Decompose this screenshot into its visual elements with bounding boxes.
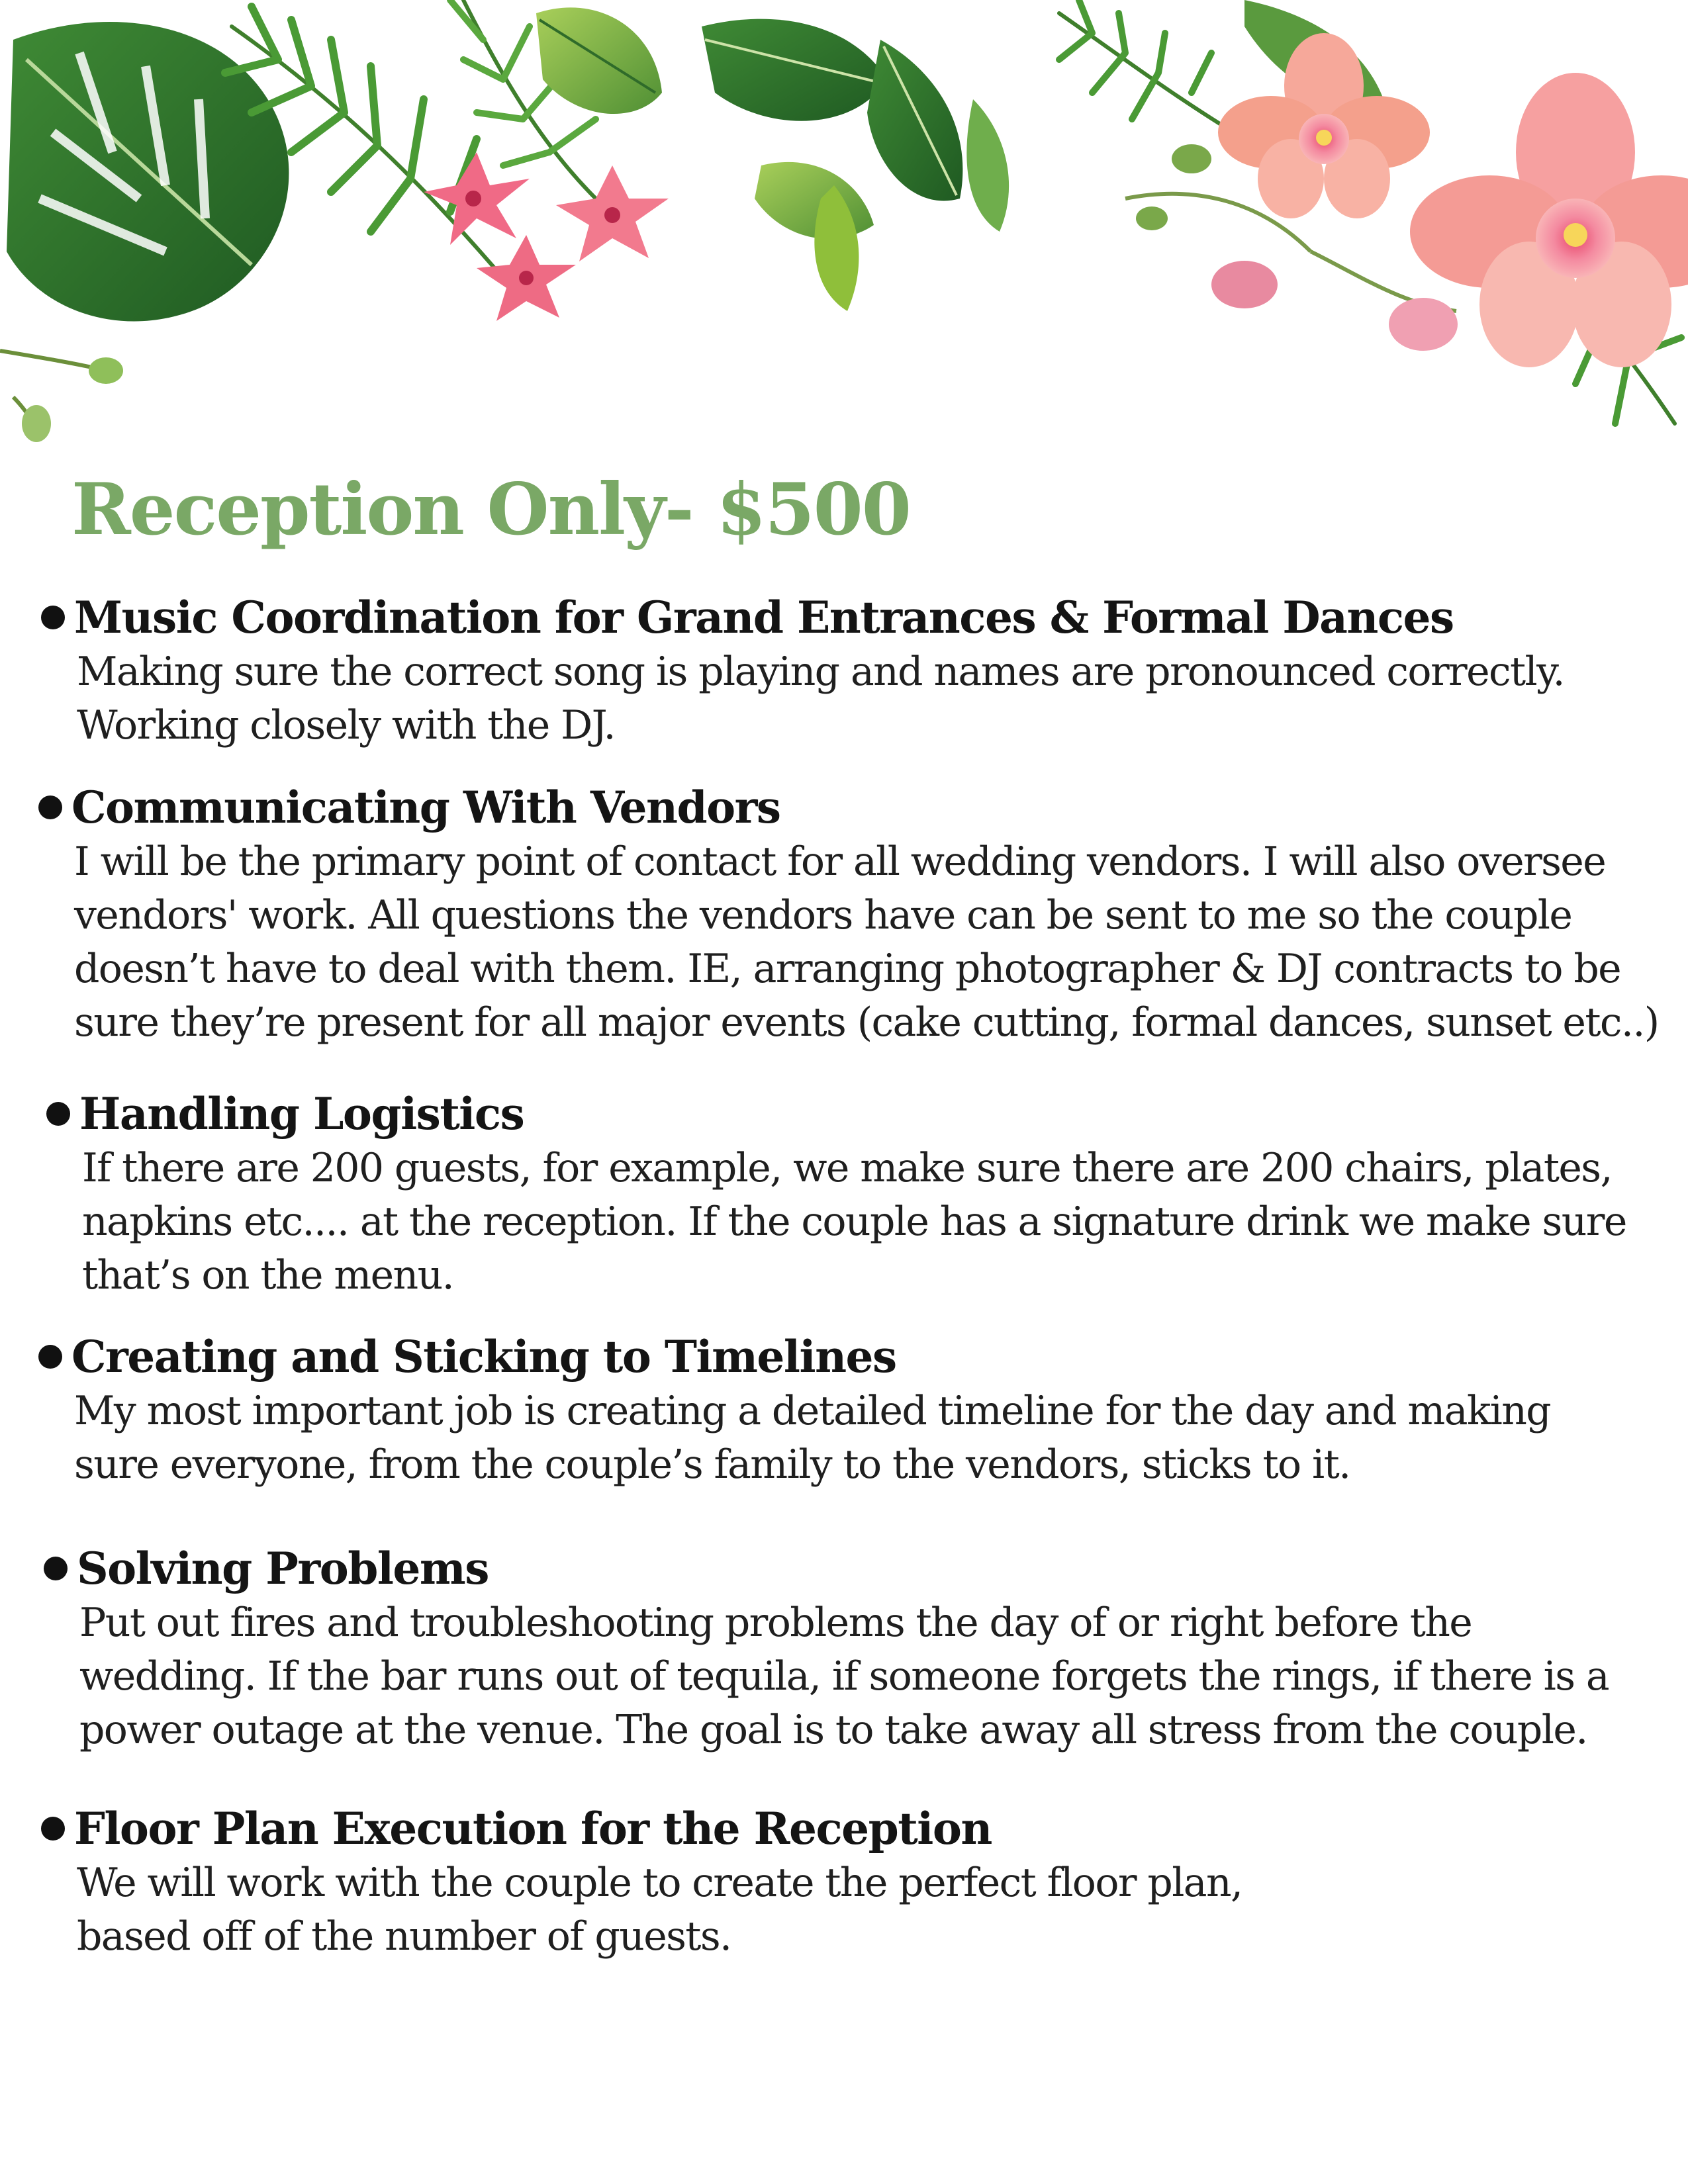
description-line: sure everyone, from the couple’s family to the vendors, sticks to it. [74, 1441, 1350, 1488]
item-title: Communicating With Vendors [71, 782, 780, 833]
item-description [74, 1385, 1654, 1492]
description-line: napkins etc.... at the reception. If the couple has a signature drink we make sure [82, 1199, 1626, 1245]
service-item-music-coordination [41, 591, 1656, 752]
item-description [77, 1856, 1656, 1964]
description-line: wedding. If the bar runs out of tequila, if someone forgets the rings, if there is a [79, 1653, 1609, 1700]
description-line: I will be the primary point of contact for all wedding vendors. I will also oversee [74, 839, 1606, 885]
service-item-floor-plan [41, 1802, 1656, 1964]
bullet-icon [46, 1102, 70, 1126]
service-item-handling-logistics [46, 1087, 1662, 1302]
service-item-timelines [38, 1330, 1654, 1492]
description-line: Put out fires and troubleshooting problems the day of or right before the [79, 1600, 1472, 1646]
item-title: Handling Logistics [79, 1088, 524, 1140]
item-description [82, 1142, 1662, 1302]
item-title: Creating and Sticking to Timelines [71, 1331, 896, 1383]
description-line: power outage at the venue. The goal is to take away all stress from the couple. [79, 1707, 1587, 1753]
bullet-icon [38, 1345, 62, 1369]
description-line: My most important job is creating a detailed timeline for the day and making [74, 1388, 1551, 1434]
page-title: Reception Only- $500 [71, 468, 910, 551]
description-line: Working closely with the DJ. [77, 702, 615, 749]
description-line: We will work with the couple to create the perfect floor plan, [77, 1860, 1243, 1906]
item-description [79, 1596, 1659, 1757]
item-title: Solving Problems [77, 1543, 489, 1594]
description-line: Making sure the correct song is playing and names are pronounced correctly. [77, 649, 1564, 695]
bullet-icon [41, 1817, 65, 1841]
orchid-flowers [1125, 33, 1688, 367]
flower-buds-left [0, 351, 123, 442]
item-description [74, 835, 1659, 1050]
description-line: that’s on the menu. [82, 1252, 454, 1298]
service-item-solving-problems [44, 1542, 1659, 1757]
bullet-icon [44, 1557, 68, 1580]
description-line: doesn’t have to deal with them. IE, arranging photographer & DJ contracts to be [74, 946, 1621, 992]
item-description [77, 645, 1656, 752]
bullet-icon [41, 606, 65, 629]
bullet-icon [38, 796, 62, 819]
description-line: If there are 200 guests, for example, we make sure there are 200 chairs, plates, [82, 1145, 1612, 1191]
description-line: sure they’re present for all major events (cake cutting, formal dances, sunset etc..) [74, 999, 1659, 1046]
description-line: based off of the number of guests. [77, 1913, 731, 1960]
description-line: vendors' work. All questions the vendors have can be sent to me so the couple [74, 892, 1572, 938]
tropical-floral-border [0, 0, 1688, 477]
item-title: Floor Plan Execution for the Reception [74, 1803, 992, 1854]
item-title: Music Coordination for Grand Entrances & Formal Dances [74, 592, 1454, 643]
service-item-communicating-vendors [38, 781, 1659, 1050]
